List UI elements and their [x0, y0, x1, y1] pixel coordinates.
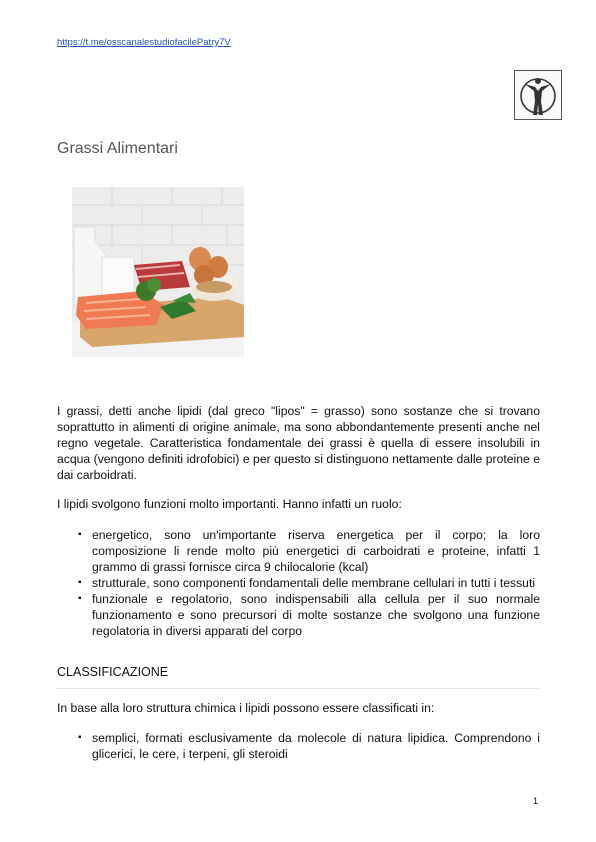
functions-intro: I lipidi svolgono funzioni molto importanti. Hanno infatti un ruolo: [57, 497, 402, 511]
list-item: ▪ semplici, formati esclusivamente da molecole di natura lipidica. Comprendono i glicerici, le cere, i terpeni, gli steroidi [78, 730, 540, 762]
section-heading: CLASSIFICAZIONE [57, 665, 169, 679]
list-item: ▪ strutturale, sono componenti fondamentali delle membrane cellulari in tutti i tessuti [78, 575, 540, 591]
page-title: Grassi Alimentari [57, 140, 178, 157]
classification-intro: In base alla loro struttura chimica i lipidi possono essere classificati in: [57, 701, 435, 715]
intro-paragraph: I grassi, detti anche lipidi (dal greco "lipos" = grasso) sono sostanze che si trovano soprattutto in alimenti di origine animale, ma sono abbondantemente presenti anche nel regno vegetale. Caratteristica fondamentale dei grassi è quella di essere insolubili in acqua (vengono definiti idrofobici) e per questo si distinguono nettamente dalle proteine e dai carboidrati. [57, 404, 540, 482]
divider [57, 688, 540, 689]
page-number: 1 [533, 796, 539, 806]
classification-list [78, 730, 540, 762]
functions-list [78, 527, 540, 639]
list-item: ▪ funzionale e regolatorio, sono indispensabili alla cellula per il suo normale funzionamento e sono precursori di molte sostanze che svolgono una funzione regolatoria in diversi apparati del corpo [78, 591, 540, 639]
telegram-link[interactable]: https://t.me/osscanalestudiofacilePatry7V [57, 37, 231, 48]
food-photo [72, 187, 244, 357]
list-item: ▪ energetico, sono un'importante riserva energetica per il corpo; la loro composizione li rende molto più energetici di carboidrati e proteine, infatti 1 grammo di grassi fornisce circa 9 chilocalorie (kcal) [78, 527, 540, 575]
logo-icon [514, 70, 562, 120]
